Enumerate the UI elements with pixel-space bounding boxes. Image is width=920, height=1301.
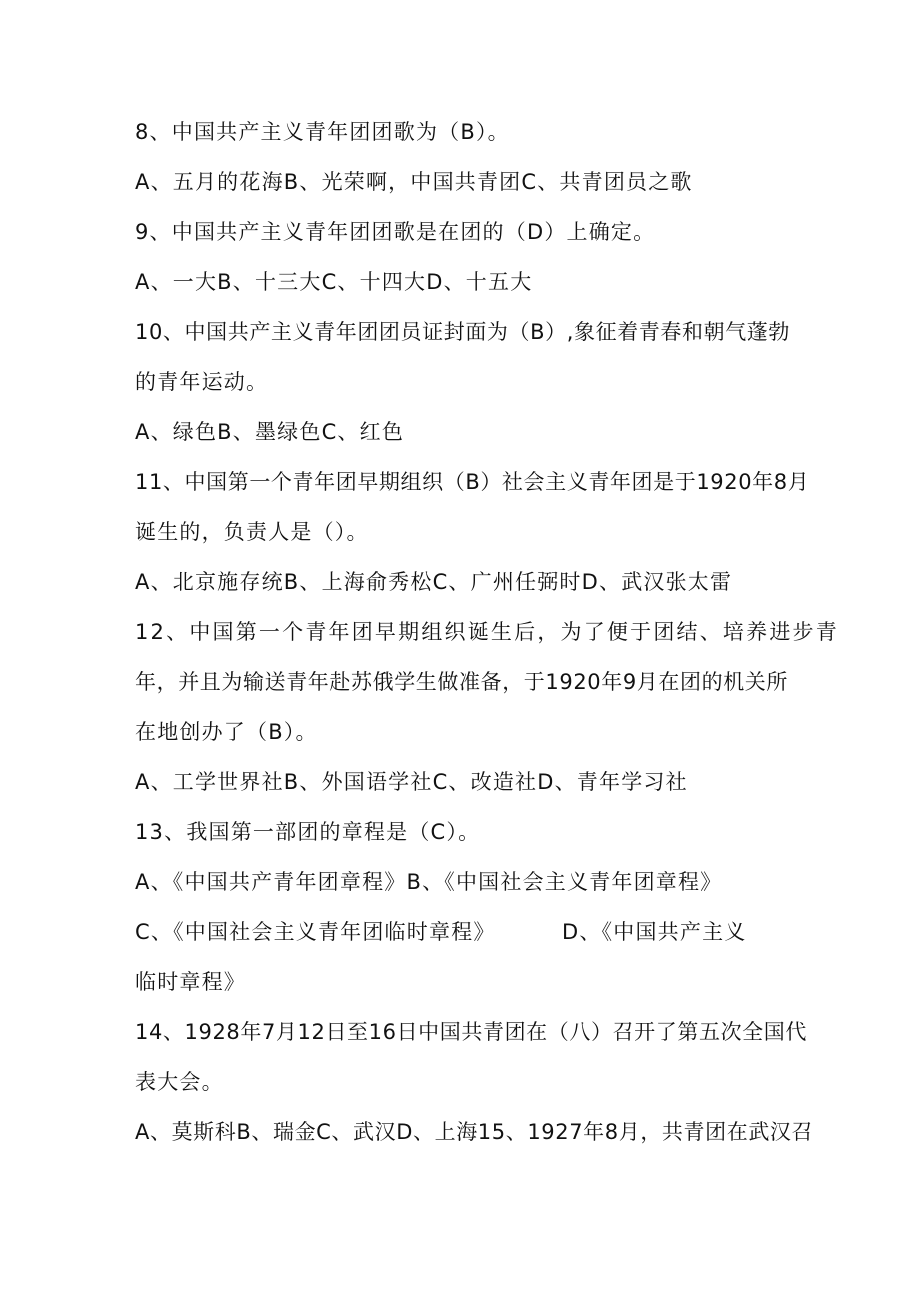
q12-stem-line1: 12、中国第一个青年团早期组织诞生后，为了便于团结、培养进步青 bbox=[135, 620, 839, 644]
q13-option-d-continued: 临时章程》 bbox=[135, 970, 246, 994]
q14-stem-line1: 14、1928年7月12日至16日中国共青团在（八）召开了第五次全国代 bbox=[135, 1020, 807, 1044]
q14-stem-line2: 表大会。 bbox=[135, 1070, 224, 1094]
q13-stem: 13、我国第一部团的章程是（C）。 bbox=[135, 820, 481, 844]
q12-options: A、工学世界社B、外国语学社C、改造社D、青年学习社 bbox=[135, 770, 688, 794]
q10-stem-line2: 的青年运动。 bbox=[135, 370, 269, 394]
q9-options: A、一大B、十三大C、十四大D、十五大 bbox=[135, 270, 533, 294]
q8-options: A、五月的花海B、光荣啊，中国共青团C、共青团员之歌 bbox=[135, 170, 693, 194]
q13-options-line1: A、《中国共产青年团章程》B、《中国社会主义青年团章程》 bbox=[135, 870, 723, 894]
q11-stem-line2: 诞生的，负责人是（）。 bbox=[135, 520, 369, 544]
q10-stem-line1: 10、中国共产主义青年团团员证封面为（B）,象征着青春和朝气蓬勃 bbox=[135, 320, 791, 344]
q11-stem-line1: 11、中国第一个青年团早期组织（B）社会主义青年团是于1920年8月 bbox=[135, 470, 810, 494]
q10-options: A、绿色B、墨绿色C、红色 bbox=[135, 420, 405, 444]
q8-stem: 8、中国共产主义青年团团歌为（B）。 bbox=[135, 120, 510, 144]
q11-options: A、北京施存统B、上海俞秀松C、广州任弼时D、武汉张太雷 bbox=[135, 570, 733, 594]
q9-stem: 9、中国共产主义青年团团歌是在团的（D）上确定。 bbox=[135, 220, 656, 244]
q12-stem-line3: 在地创办了（B）。 bbox=[135, 720, 318, 744]
q13-option-c: C、《中国社会主义青年团临时章程》 bbox=[135, 920, 496, 944]
q12-stem-line2: 年，并且为输送青年赴苏俄学生做准备，于1920年9月在团的机关所 bbox=[135, 670, 789, 694]
q14-options-and-q15-start: A、莫斯科B、瑞金C、武汉D、上海15、1927年8月，共青团在武汉召 bbox=[135, 1120, 814, 1144]
q13-option-d: D、《中国共产主义 bbox=[562, 920, 747, 944]
